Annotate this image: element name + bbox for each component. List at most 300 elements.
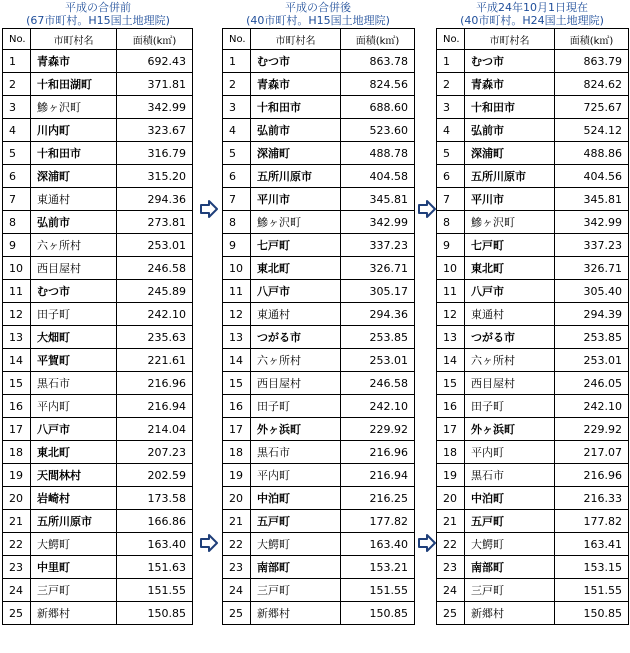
area-value: 163.40 (341, 533, 415, 556)
area-value: 216.96 (341, 441, 415, 464)
table-row (3, 441, 193, 464)
row-number: 22 (437, 533, 465, 556)
table-row (3, 211, 193, 234)
row-number: 21 (3, 510, 31, 533)
area-value: 150.85 (555, 602, 629, 625)
area-value: 216.33 (555, 487, 629, 510)
municipality-name: つがる市 (251, 326, 341, 349)
area-value: 371.81 (117, 73, 193, 96)
municipality-name: 中泊町 (465, 487, 555, 510)
municipality-name: 川内町 (31, 119, 117, 142)
row-number: 20 (437, 487, 465, 510)
row-number: 9 (437, 234, 465, 257)
table-row (437, 602, 629, 625)
row-number: 18 (437, 441, 465, 464)
area-value: 342.99 (555, 211, 629, 234)
table-row (223, 464, 415, 487)
row-number: 2 (3, 73, 31, 96)
row-number: 18 (223, 441, 251, 464)
row-number: 1 (3, 50, 31, 73)
panel-title-line1: 平成の合併後 (285, 1, 351, 14)
panel-after-merger (222, 0, 414, 625)
municipality-name: 八戸市 (465, 280, 555, 303)
municipality-name: 平川市 (251, 188, 341, 211)
table-row (223, 441, 415, 464)
row-number: 25 (437, 602, 465, 625)
area-value: 404.56 (555, 165, 629, 188)
municipality-name: 深浦町 (31, 165, 117, 188)
row-number: 15 (437, 372, 465, 395)
municipality-name: 南部町 (465, 556, 555, 579)
area-value: 216.94 (341, 464, 415, 487)
row-number: 24 (223, 579, 251, 602)
row-number: 21 (437, 510, 465, 533)
table-row (437, 349, 629, 372)
area-value: 216.96 (555, 464, 629, 487)
row-number: 8 (3, 211, 31, 234)
row-number: 16 (223, 395, 251, 418)
table-row (223, 510, 415, 533)
table-row (3, 165, 193, 188)
row-number: 21 (223, 510, 251, 533)
table-row (3, 579, 193, 602)
municipality-name: 三戸町 (31, 579, 117, 602)
area-value: 253.01 (341, 349, 415, 372)
row-number: 8 (223, 211, 251, 234)
table-row (437, 372, 629, 395)
row-number: 13 (3, 326, 31, 349)
municipality-name: 平内町 (465, 441, 555, 464)
municipality-name: 大鰐町 (251, 533, 341, 556)
table-row (437, 234, 629, 257)
table-row (437, 418, 629, 441)
municipality-name: 五所川原市 (31, 510, 117, 533)
table-row (437, 96, 629, 119)
municipality-name: 平内町 (31, 395, 117, 418)
row-number: 11 (3, 280, 31, 303)
table-row (223, 395, 415, 418)
panel-current (436, 0, 628, 625)
table-row (437, 188, 629, 211)
area-value: 150.85 (341, 602, 415, 625)
table-row (3, 556, 193, 579)
municipality-name: 青森市 (465, 73, 555, 96)
table-row (437, 303, 629, 326)
table-row (437, 257, 629, 280)
row-number: 6 (223, 165, 251, 188)
row-number: 14 (437, 349, 465, 372)
municipality-name: 六ヶ所村 (31, 234, 117, 257)
area-value: 692.43 (117, 50, 193, 73)
area-value: 163.41 (555, 533, 629, 556)
table-row (437, 326, 629, 349)
table-row (437, 211, 629, 234)
municipality-name: 十和田湖町 (31, 73, 117, 96)
table-row (3, 326, 193, 349)
row-number: 24 (437, 579, 465, 602)
municipality-name: 五戸町 (465, 510, 555, 533)
row-number: 12 (223, 303, 251, 326)
area-value: 326.71 (555, 257, 629, 280)
municipality-name: 東北町 (465, 257, 555, 280)
table-row (223, 234, 415, 257)
municipality-name: 弘前市 (251, 119, 341, 142)
row-number: 19 (223, 464, 251, 487)
panel-title-line1: 平成24年10月1日現在 (476, 1, 588, 14)
table-row (3, 602, 193, 625)
table-row (3, 142, 193, 165)
table-row (3, 73, 193, 96)
table-row (223, 326, 415, 349)
municipality-name: 深浦町 (251, 142, 341, 165)
table-row (3, 487, 193, 510)
row-number: 6 (3, 165, 31, 188)
municipality-name: 田子町 (31, 303, 117, 326)
municipality-name: 青森市 (31, 50, 117, 73)
row-number: 3 (223, 96, 251, 119)
table-row (3, 119, 193, 142)
area-value: 229.92 (555, 418, 629, 441)
row-number: 19 (3, 464, 31, 487)
municipality-name: 新郷村 (251, 602, 341, 625)
municipality-name: 外ヶ浜町 (465, 418, 555, 441)
row-number: 8 (437, 211, 465, 234)
table-row (437, 579, 629, 602)
area-value: 345.81 (555, 188, 629, 211)
area-value: 217.07 (555, 441, 629, 464)
municipality-name: 東北町 (251, 257, 341, 280)
panel-title-line2: (40市町村。H15国土地理院) (246, 14, 390, 27)
area-value: 221.61 (117, 349, 193, 372)
row-number: 12 (437, 303, 465, 326)
municipality-name: むつ市 (465, 50, 555, 73)
right-arrow-icon (200, 534, 218, 552)
table-row (223, 556, 415, 579)
row-number: 4 (3, 119, 31, 142)
row-number: 7 (3, 188, 31, 211)
row-number: 11 (223, 280, 251, 303)
municipality-name: 六ヶ所村 (465, 349, 555, 372)
table-row (223, 257, 415, 280)
area-value: 214.04 (117, 418, 193, 441)
area-value: 216.96 (117, 372, 193, 395)
municipality-name: 鰺ヶ沢町 (465, 211, 555, 234)
area-value: 488.86 (555, 142, 629, 165)
row-number: 18 (3, 441, 31, 464)
row-number: 17 (223, 418, 251, 441)
municipality-name: 三戸町 (251, 579, 341, 602)
table-row (223, 303, 415, 326)
area-value: 523.60 (341, 119, 415, 142)
row-number: 3 (437, 96, 465, 119)
row-number: 11 (437, 280, 465, 303)
row-number: 23 (437, 556, 465, 579)
municipality-name: 大鰐町 (465, 533, 555, 556)
municipality-name: 平川市 (465, 188, 555, 211)
row-number: 14 (3, 349, 31, 372)
area-value: 315.20 (117, 165, 193, 188)
municipality-name: 弘前市 (31, 211, 117, 234)
area-value: 294.36 (341, 303, 415, 326)
municipality-name: 西目屋村 (251, 372, 341, 395)
row-number: 2 (223, 73, 251, 96)
area-value: 323.67 (117, 119, 193, 142)
area-value: 177.82 (341, 510, 415, 533)
area-value: 235.63 (117, 326, 193, 349)
panel-before-merger (2, 0, 194, 625)
area-value: 305.40 (555, 280, 629, 303)
row-number: 19 (437, 464, 465, 487)
header-name: 市町村名 (31, 29, 117, 50)
panel-title (2, 0, 194, 28)
municipality-name: 八戸市 (31, 418, 117, 441)
area-value: 863.79 (555, 50, 629, 73)
area-value: 151.55 (117, 579, 193, 602)
table-row (223, 533, 415, 556)
table-row (437, 510, 629, 533)
table-row (437, 50, 629, 73)
row-number: 16 (3, 395, 31, 418)
municipality-name: 平賀町 (31, 349, 117, 372)
area-value: 342.99 (341, 211, 415, 234)
area-value: 273.81 (117, 211, 193, 234)
row-number: 1 (437, 50, 465, 73)
area-value: 253.01 (117, 234, 193, 257)
row-number: 12 (3, 303, 31, 326)
row-number: 5 (3, 142, 31, 165)
area-table (222, 28, 415, 625)
row-number: 4 (223, 119, 251, 142)
table-row (3, 349, 193, 372)
area-value: 207.23 (117, 441, 193, 464)
row-number: 15 (223, 372, 251, 395)
municipality-name: 黒石市 (465, 464, 555, 487)
row-number: 4 (437, 119, 465, 142)
header-area: 面積(k㎡) (555, 29, 629, 50)
header-no: No. (3, 29, 31, 50)
table-row (437, 487, 629, 510)
municipality-name: 東北町 (31, 441, 117, 464)
area-value: 524.12 (555, 119, 629, 142)
municipality-name: 東通村 (465, 303, 555, 326)
row-number: 9 (223, 234, 251, 257)
table-row (223, 50, 415, 73)
table-row (437, 441, 629, 464)
right-arrow-icon (200, 200, 218, 218)
area-value: 229.92 (341, 418, 415, 441)
table-row (223, 418, 415, 441)
area-value: 246.58 (341, 372, 415, 395)
municipality-name: 十和田市 (251, 96, 341, 119)
municipality-name: 八戸市 (251, 280, 341, 303)
row-number: 22 (223, 533, 251, 556)
row-number: 7 (223, 188, 251, 211)
panel-title-line2: (67市町村。H15国土地理院) (26, 14, 170, 27)
table-row (3, 418, 193, 441)
header-area: 面積(k㎡) (341, 29, 415, 50)
table-row (3, 257, 193, 280)
municipality-name: 黒石市 (31, 372, 117, 395)
table-row (437, 280, 629, 303)
table-row (223, 73, 415, 96)
table-row (3, 234, 193, 257)
row-number: 10 (3, 257, 31, 280)
municipality-name: 中里町 (31, 556, 117, 579)
area-value: 725.67 (555, 96, 629, 119)
area-value: 242.10 (341, 395, 415, 418)
area-value: 202.59 (117, 464, 193, 487)
municipality-name: 十和田市 (465, 96, 555, 119)
area-value: 326.71 (341, 257, 415, 280)
table-row (3, 50, 193, 73)
row-number: 23 (3, 556, 31, 579)
municipality-name: 大鰐町 (31, 533, 117, 556)
area-value: 253.85 (555, 326, 629, 349)
municipality-name: 平内町 (251, 464, 341, 487)
municipality-name: 東通村 (251, 303, 341, 326)
table-row (437, 119, 629, 142)
table-row (223, 142, 415, 165)
row-number: 2 (437, 73, 465, 96)
row-number: 5 (437, 142, 465, 165)
header-name: 市町村名 (465, 29, 555, 50)
municipality-name: 弘前市 (465, 119, 555, 142)
table-row (437, 464, 629, 487)
area-value: 151.55 (555, 579, 629, 602)
municipality-name: 西目屋村 (31, 257, 117, 280)
table-row (223, 96, 415, 119)
municipality-name: 岩崎村 (31, 487, 117, 510)
area-value: 153.21 (341, 556, 415, 579)
area-value: 863.78 (341, 50, 415, 73)
municipality-name: つがる市 (465, 326, 555, 349)
municipality-name: 鰺ヶ沢町 (251, 211, 341, 234)
municipality-name: 十和田市 (31, 142, 117, 165)
table-row (223, 349, 415, 372)
area-value: 488.78 (341, 142, 415, 165)
area-value: 242.10 (117, 303, 193, 326)
row-number: 16 (437, 395, 465, 418)
municipality-name: むつ市 (31, 280, 117, 303)
row-number: 13 (437, 326, 465, 349)
municipality-name: むつ市 (251, 50, 341, 73)
right-arrow-icon (418, 534, 436, 552)
area-table (2, 28, 193, 625)
table-row (3, 395, 193, 418)
row-number: 20 (223, 487, 251, 510)
table-row (437, 395, 629, 418)
area-value: 345.81 (341, 188, 415, 211)
row-number: 25 (3, 602, 31, 625)
table-row (223, 280, 415, 303)
area-value: 242.10 (555, 395, 629, 418)
area-value: 337.23 (555, 234, 629, 257)
row-number: 20 (3, 487, 31, 510)
row-number: 22 (3, 533, 31, 556)
municipality-name: 田子町 (251, 395, 341, 418)
area-value: 163.40 (117, 533, 193, 556)
header-no: No. (223, 29, 251, 50)
table-row (437, 533, 629, 556)
table-row (223, 487, 415, 510)
row-number: 5 (223, 142, 251, 165)
area-value: 688.60 (341, 96, 415, 119)
table-row (223, 211, 415, 234)
panel-title (436, 0, 628, 28)
panel-title-line2: (40市町村。H24国土地理院) (460, 14, 604, 27)
row-number: 7 (437, 188, 465, 211)
municipality-name: 七戸町 (465, 234, 555, 257)
area-value: 824.62 (555, 73, 629, 96)
municipality-name: 鰺ヶ沢町 (31, 96, 117, 119)
row-number: 10 (223, 257, 251, 280)
header-area: 面積(k㎡) (117, 29, 193, 50)
row-number: 14 (223, 349, 251, 372)
row-number: 13 (223, 326, 251, 349)
area-value: 151.55 (341, 579, 415, 602)
row-number: 10 (437, 257, 465, 280)
municipality-name: 三戸町 (465, 579, 555, 602)
table-row (3, 188, 193, 211)
table-row (3, 303, 193, 326)
area-value: 404.58 (341, 165, 415, 188)
table-row (223, 188, 415, 211)
area-value: 342.99 (117, 96, 193, 119)
municipality-name: 新郷村 (31, 602, 117, 625)
table-row (437, 556, 629, 579)
area-value: 824.56 (341, 73, 415, 96)
area-value: 294.36 (117, 188, 193, 211)
table-row (223, 579, 415, 602)
municipality-name: 田子町 (465, 395, 555, 418)
table-row (3, 464, 193, 487)
table-row (223, 119, 415, 142)
area-value: 150.85 (117, 602, 193, 625)
table-row (3, 96, 193, 119)
municipality-name: 六ヶ所村 (251, 349, 341, 372)
area-value: 177.82 (555, 510, 629, 533)
area-value: 253.01 (555, 349, 629, 372)
area-value: 245.89 (117, 280, 193, 303)
area-value: 153.15 (555, 556, 629, 579)
table-row (223, 602, 415, 625)
area-value: 216.94 (117, 395, 193, 418)
row-number: 1 (223, 50, 251, 73)
area-value: 246.05 (555, 372, 629, 395)
table-row (3, 372, 193, 395)
municipality-name: 東通村 (31, 188, 117, 211)
row-number: 3 (3, 96, 31, 119)
row-number: 17 (437, 418, 465, 441)
panel-title (222, 0, 414, 28)
area-value: 216.25 (341, 487, 415, 510)
municipality-name: 西目屋村 (465, 372, 555, 395)
table-row (437, 73, 629, 96)
municipality-name: 外ヶ浜町 (251, 418, 341, 441)
row-number: 25 (223, 602, 251, 625)
area-value: 166.86 (117, 510, 193, 533)
municipality-name: 中泊町 (251, 487, 341, 510)
municipality-name: 大畑町 (31, 326, 117, 349)
municipality-name: 南部町 (251, 556, 341, 579)
municipality-name: 青森市 (251, 73, 341, 96)
table-row (3, 280, 193, 303)
municipality-name: 七戸町 (251, 234, 341, 257)
municipality-name: 新郷村 (465, 602, 555, 625)
municipality-name: 深浦町 (465, 142, 555, 165)
area-value: 246.58 (117, 257, 193, 280)
table-row (3, 510, 193, 533)
